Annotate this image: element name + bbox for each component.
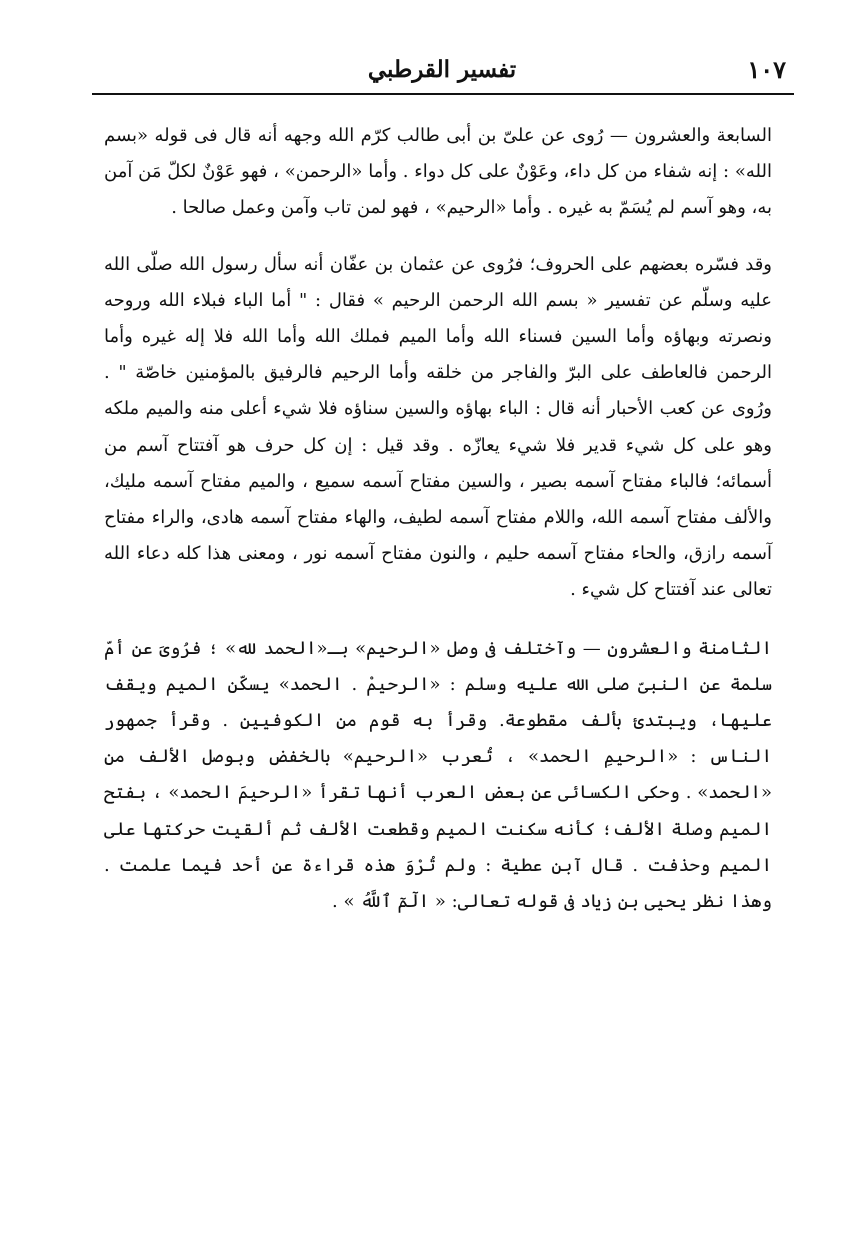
paragraph-eighth-and-twentieth: الثامنة والعشرون — وآختلف فى وصل «الرحيم» بـ«الحمد لله» ؛ فرُوىَ عن أمّ سلمة عن النبىّ صلى الله عليه وسلم : «الرحيمْ . الحمد» يسكّن الميم ويقف عليها، ويبتدئ بألف مقطوعة. وقرأ به قوم من الكوفيين . وقرأ جمهور الناس : «الرحيمِ الحمد» ، تُعرب «الرحيم» بالخفض وبوصل الألف من «الحمد» . وحكى الكسائى عن بعض العرب أنها تقرأ «الرحيمَ الحمد» ، بفتح الميم وصلة الألف؛ كأنه سكنت الميم وقطعت الألف ثم ألقيت حركتها على الميم وحذفت . قال آبن عطية : ولم تُرْوَ هذه قراءة عن أحد فيما علمت . وهذا نظر يحيى بن زياد فى قوله تعالى: « الٓمٓ ٱللَّهُ » . [104,637,772,913]
body-text [104,118,772,920]
page-number: ١٠٧ [747,55,786,84]
header-rule [92,93,794,95]
paragraph-seventh-and-twentieth: السابعة والعشرون — رُوى عن علىّ بن أبى طالب كرّم الله وجهه أنه قال فى قوله «بسم الله» : إنه شفاء من كل داء، وعَوْنٌ على كل دواء . وأما «الرحمن» ، فهو عَوْنٌ لكلّ مَن آمن به، وهو آسم لم يُسَمّ به غيره . وأما «الرحيم» ، فهو لمن تاب وآمن وعمل صالحا . [104,125,772,219]
running-title: تفسير القرطبي [367,56,517,83]
page-header [92,52,792,92]
paragraph-letters-interpretation: وقد فسّره بعضهم على الحروف؛ فرُوى عن عثمان بن عفّان أنه سأل رسول الله صلّى الله عليه وسلّم عن تفسير « بسم الله الرحمن الرحيم » فقال : " أما الباء فبلاء الله وروحه ونصرته وبهاؤه وأما السين فسناء الله وأما الميم فملك الله وأما الله فلا إله غيره وأما الرحمن فالعاطف على البرّ والفاجر من خلقه وأما الرحيم فالرفيق بالمؤمنين خاصّة " . ورُوى عن كعب الأحبار أنه قال : الباء بهاؤه والسين سناؤه فلا شيء أعلى منه والميم ملكه وهو على كل شيء قدير فلا شيء يعازّه . وقد قيل : إن كل حرف هو آفتتاح آسم من أسمائه؛ فالباء مفتاح آسمه بصير ، والسين مفتاح آسمه سميع ، والميم مفتاح آسمه مليك، والألف مفتاح آسمه الله، واللام مفتاح آسمه لطيف، والهاء مفتاح آسمه هادى، والراء مفتاح آسمه رازق، والحاء مفتاح آسمه حليم ، والنون مفتاح آسمه نور ، ومعنى هذا كله دعاء الله تعالى عند آفتتاح كل شيء . [104,253,773,601]
